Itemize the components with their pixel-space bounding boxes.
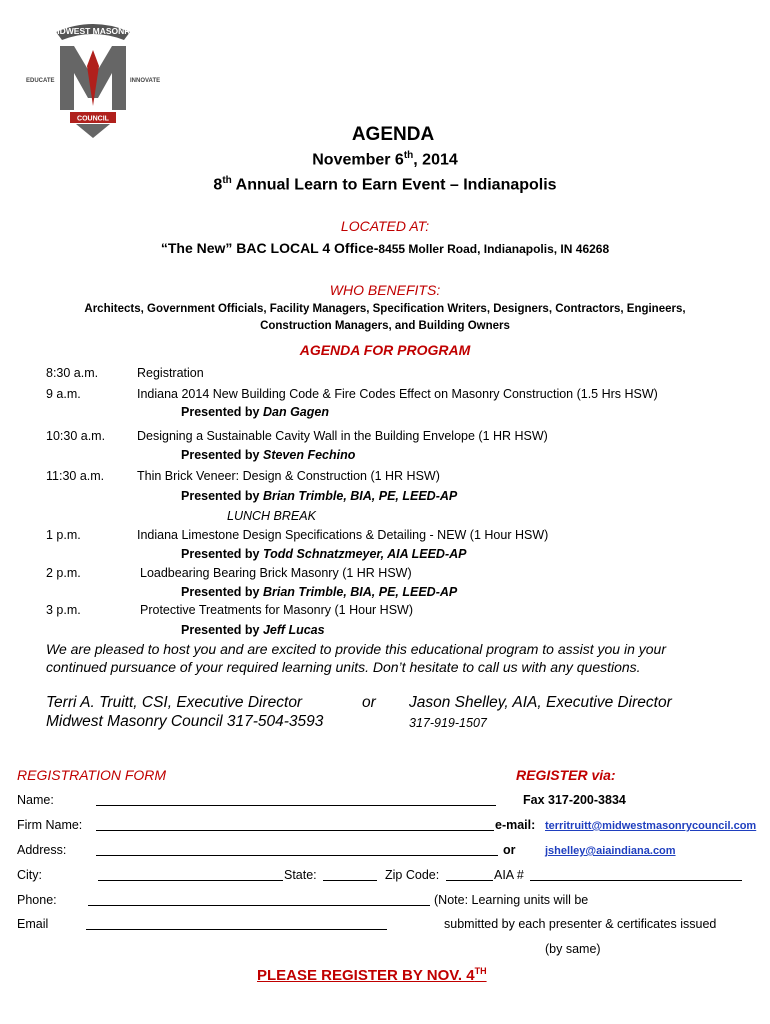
- agenda-presenter: Presented by Steven Fechino: [181, 448, 356, 462]
- event-sup: th: [222, 175, 232, 186]
- date-rest: , 2014: [413, 151, 458, 169]
- register-via-heading: REGISTER via:: [516, 767, 616, 783]
- email-field[interactable]: [86, 929, 387, 930]
- svg-text:MIDWEST MASONRY: MIDWEST MASONRY: [50, 26, 136, 36]
- phone-label: Phone:: [17, 893, 57, 907]
- agenda-time: 3 p.m.: [46, 603, 81, 617]
- name-label: Name:: [17, 793, 54, 807]
- city-label: City:: [17, 868, 42, 882]
- contact-right-name: Jason Shelley, AIA, Executive Director: [409, 694, 672, 711]
- agenda-title: Indiana 2014 New Building Code & Fire Codes Effect on Masonry Construction (1.5 Hrs HSW): [137, 387, 658, 401]
- program-heading: AGENDA FOR PROGRAM: [299, 342, 471, 358]
- zip-field[interactable]: [446, 880, 493, 881]
- agenda-time: 2 p.m.: [46, 566, 81, 580]
- deadline-text: PLEASE REGISTER BY NOV. 4: [257, 967, 475, 984]
- agenda-title: Thin Brick Veneer: Design & Construction (1 HR HSW): [137, 469, 440, 483]
- lunch-break: LUNCH BREAK: [227, 509, 316, 523]
- event-num: 8: [213, 176, 223, 194]
- agenda-title: Registration: [137, 366, 204, 380]
- event-rest: Annual Learn to Earn Event – Indianapolis: [231, 176, 557, 194]
- aia-label: AIA #: [494, 868, 524, 882]
- note-line-3: (by same): [545, 942, 601, 956]
- email-link-truitt[interactable]: territruitt@midwestmasonrycouncil.com: [545, 820, 757, 832]
- location-heading: LOCATED AT:: [340, 218, 430, 234]
- agenda-title: Protective Treatments for Masonry (1 Hour HSW): [140, 603, 413, 617]
- agenda-presenter: Presented by Brian Trimble, BIA, PE, LEED-AP: [181, 585, 458, 599]
- name-field[interactable]: [96, 805, 496, 806]
- benefits-heading: WHO BENEFITS:: [329, 282, 441, 298]
- phone-field[interactable]: [88, 905, 430, 906]
- deadline-sup: TH: [474, 966, 487, 976]
- midwest-masonry-logo-icon: [18, 18, 168, 140]
- city-field[interactable]: [98, 880, 283, 881]
- date-main: November 6: [312, 151, 404, 169]
- svg-text:COUNCIL: COUNCIL: [77, 115, 109, 123]
- benefits-line-1: Architects, Government Officials, Facility Managers, Specification Writers, Designers, Contractors, Engineers,: [84, 303, 686, 315]
- logo: [18, 18, 168, 140]
- agenda-time: 1 p.m.: [46, 528, 81, 542]
- email-link-shelley[interactable]: jshelley@aiaindiana.com: [545, 845, 676, 857]
- event-title: [0, 175, 770, 194]
- agenda-presenter: Presented by Brian Trimble, BIA, PE, LEED-AP: [181, 489, 458, 503]
- message-line-2: continued pursuance of your required learning units. Don’t hesitate to call us with any questions.: [46, 659, 641, 675]
- agenda-presenter: Presented by Todd Schnatzmeyer, AIA LEED-AP: [181, 547, 467, 561]
- fax-number: Fax 317-200-3834: [523, 793, 626, 807]
- contact-left-org: Midwest Masonry Council 317-504-3593: [46, 713, 324, 730]
- benefits-line-2: Construction Managers, and Building Owners: [260, 320, 510, 332]
- agenda-title: Indiana Limestone Design Specifications & Detailing - NEW (1 Hour HSW): [137, 528, 549, 542]
- firm-field[interactable]: [96, 830, 494, 831]
- date-sup: th: [403, 150, 414, 161]
- agenda-time: 9 a.m.: [46, 387, 81, 401]
- agenda-title: Loadbearing Bearing Brick Masonry (1 HR HSW): [140, 566, 412, 580]
- note-line-1: (Note: Learning units will be: [434, 893, 589, 907]
- zip-label: Zip Code:: [385, 868, 440, 882]
- state-field[interactable]: [323, 880, 377, 881]
- email-field-label: Email: [17, 917, 49, 931]
- agenda-time: 11:30 a.m.: [46, 469, 105, 483]
- note-line-2: submitted by each presenter & certificates issued: [444, 917, 717, 931]
- page-title: AGENDA: [351, 124, 435, 145]
- address-label: Address:: [17, 843, 67, 857]
- register-deadline: [257, 966, 487, 984]
- email-or: or: [503, 843, 516, 857]
- svg-text:EDUCATE: EDUCATE: [26, 78, 55, 84]
- svg-text:INNOVATE: INNOVATE: [130, 78, 161, 84]
- location-venue: [0, 240, 770, 256]
- agenda-presenter: Presented by Dan Gagen: [181, 405, 329, 419]
- contact-left-name: Terri A. Truitt, CSI, Executive Director: [46, 694, 303, 711]
- address-field[interactable]: [96, 855, 498, 856]
- venue-name: “The New” BAC LOCAL 4 Office-: [160, 240, 379, 256]
- state-label: State:: [284, 868, 317, 882]
- contact-right-phone: 317-919-1507: [409, 716, 487, 730]
- agenda-time: 10:30 a.m.: [46, 429, 106, 443]
- firm-label: Firm Name:: [17, 818, 83, 832]
- venue-address: 8455 Moller Road, Indianapolis, IN 46268: [378, 242, 610, 256]
- message-line-1: We are pleased to host you and are excited to provide this educational program to assist you in your: [46, 641, 666, 657]
- event-date: [0, 150, 770, 169]
- aia-field[interactable]: [530, 880, 742, 881]
- contact-or: or: [362, 694, 376, 711]
- agenda-time: 8:30 a.m.: [46, 366, 99, 380]
- email-label: e-mail:: [495, 818, 536, 832]
- agenda-title: Designing a Sustainable Cavity Wall in the Building Envelope (1 HR HSW): [137, 429, 548, 443]
- registration-heading: REGISTRATION FORM: [17, 767, 167, 783]
- agenda-presenter: Presented by Jeff Lucas: [181, 623, 325, 637]
